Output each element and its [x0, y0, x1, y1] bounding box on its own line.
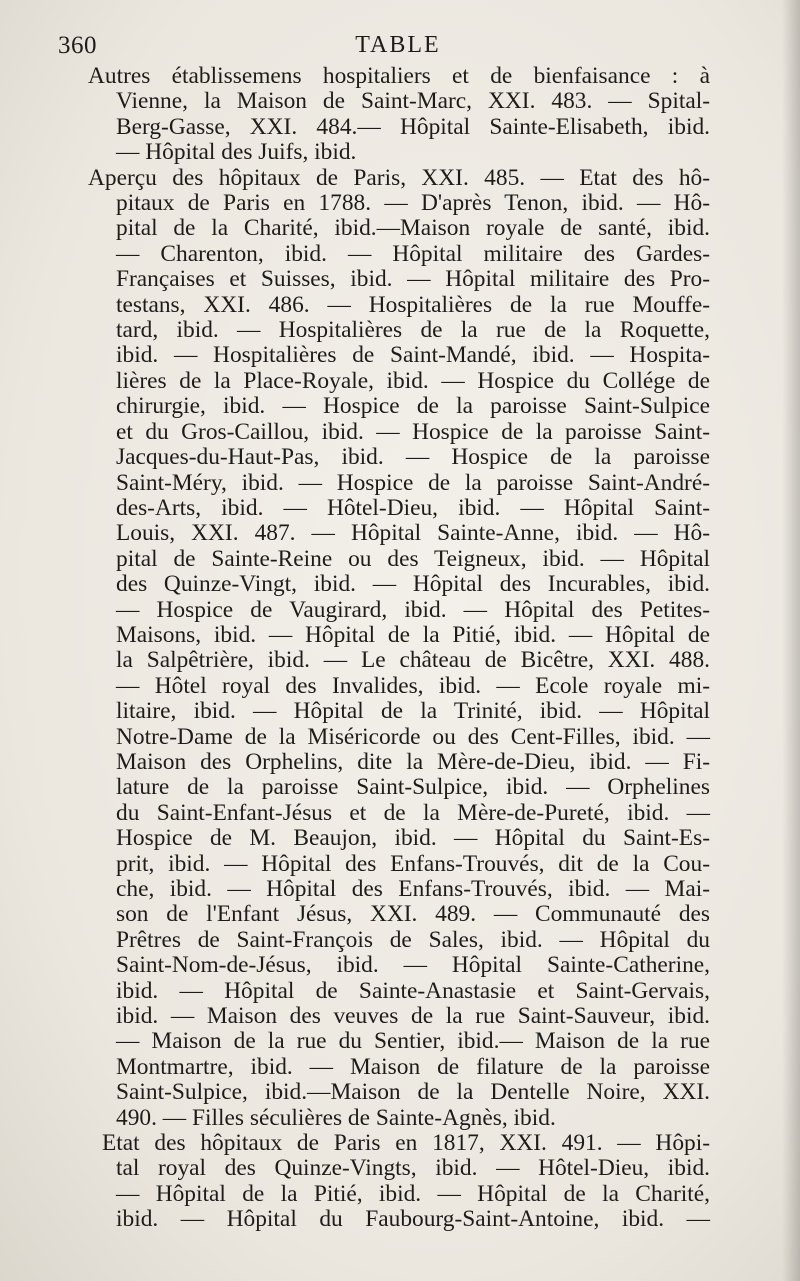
index-text: [88, 64, 710, 1233]
text-line: che, ibid. — Hôpital des Enfans-Trouvés, ibid. — Mai-: [116, 876, 710, 902]
text-line: — Charenton, ibid. — Hôpital militaire des Gardes-: [116, 240, 710, 267]
index-entry-vienne: [88, 64, 710, 166]
text-line: Maisons, ibid. — Hôpital de la Pitié, ibid. — Hôpital de: [116, 621, 710, 648]
text-line: — Maison de la rue du Sentier, ibid.— Maison de la rue: [116, 1028, 710, 1055]
index-entry-etat-1817: [88, 1131, 710, 1233]
page-header: [58, 32, 738, 62]
text-line: des Quinze-Vingt, ibid. — Hôpital des Incurables, ibid.: [116, 571, 710, 598]
text-line: Louis, XXI. 487. — Hôpital Sainte-Anne, ibid. — Hô-: [116, 520, 710, 547]
text-line: lature de la paroisse Saint-Sulpice, ibid. — Orphelines: [116, 774, 710, 801]
text-line: 490. — Filles séculières de Sainte-Agnès, ibid.: [116, 1104, 556, 1131]
text-line: Prêtres de Saint-François de Sales, ibid. — Hôpital du: [116, 926, 710, 953]
text-line: Montmartre, ibid. — Maison de filature de la paroisse: [116, 1053, 710, 1080]
text-line: tal royal des Quinze-Vingts, ibid. — Hôtel-Dieu, ibid.: [116, 1155, 710, 1182]
text-line: Vienne, la Maison de Saint-Marc, XXI. 483. — Spital-: [116, 88, 710, 115]
text-line: Saint-Méry, ibid. — Hospice de la paroisse Saint-André-: [116, 469, 710, 496]
text-line: — Hôpital des Juifs, ibid.: [116, 139, 357, 166]
text-line: — Hospice de Vaugirard, ibid. — Hôpital des Petites-: [116, 596, 710, 623]
text-line: des-Arts, ibid. — Hôtel-Dieu, ibid. — Hôpital Saint-: [116, 494, 710, 521]
text-line: Berg-Gasse, XXI. 484.— Hôpital Sainte-Elisabeth, ibid.: [116, 113, 710, 140]
text-line: Françaises et Suisses, ibid. — Hôpital militaire des Pro-: [116, 266, 710, 293]
running-title: TABLE: [355, 32, 441, 58]
text-line: ibid. — Hôpital du Faubourg-Saint-Antoine, ibid. —: [116, 1206, 710, 1233]
text-line: — Hôtel royal des Invalides, ibid. — Ecole royale mi-: [116, 672, 710, 699]
text-line: son de l'Enfant Jésus, XXI. 489. — Communauté des: [116, 901, 710, 928]
text-line: Aperçu des hôpitaux de Paris, XXI. 485. — Etat des hô-: [88, 164, 710, 191]
text-line: pital de la Charité, ibid.—Maison royale de santé, ibid.: [116, 215, 710, 242]
text-line: litaire, ibid. — Hôpital de la Trinité, ibid. — Hôpital: [116, 698, 710, 725]
text-line: du Saint-Enfant-Jésus et de la Mère-de-Pureté, ibid. —: [116, 799, 710, 826]
text-line: Notre-Dame de la Miséricorde ou des Cent-Filles, ibid. —: [116, 723, 710, 750]
text-line: Autres établissemens hospitaliers et de bienfaisance : à: [88, 63, 710, 89]
text-line: ibid. — Hôpital de Sainte-Anastasie et Saint-Gervais,: [116, 977, 710, 1004]
text-line: chirurgie, ibid. — Hospice de la paroisse Saint-Sulpice: [116, 393, 710, 420]
text-line: pital de Sainte-Reine ou des Teigneux, ibid. — Hôpital: [116, 545, 710, 572]
text-line: la Salpêtrière, ibid. — Le château de Bicêtre, XXI. 488.: [116, 647, 710, 674]
page-number: 360: [58, 32, 97, 59]
text-line: Etat des hôpitaux de Paris en 1817, XXI. 491. — Hôpi-: [102, 1130, 710, 1157]
text-line: ibid. — Maison des veuves de la rue Saint-Sauveur, ibid.: [116, 1003, 710, 1030]
text-line: et du Gros-Caillou, ibid. — Hospice de la paroisse Saint-: [116, 418, 710, 445]
text-line: Saint-Sulpice, ibid.—Maison de la Dentelle Noire, XXI.: [116, 1079, 710, 1106]
index-entry-paris: [88, 166, 710, 1131]
text-line: Hospice de M. Beaujon, ibid. — Hôpital du Saint-Es-: [116, 825, 710, 852]
text-line: Maison des Orphelins, dite la Mère-de-Dieu, ibid. — Fi-: [116, 748, 710, 775]
text-line: Jacques-du-Haut-Pas, ibid. — Hospice de la paroisse: [116, 444, 710, 471]
text-line: pitaux de Paris en 1788. — D'après Tenon, ibid. — Hô-: [116, 190, 710, 217]
page-gutter-shadow: [782, 0, 800, 1281]
text-line: prit, ibid. — Hôpital des Enfans-Trouvés, dit de la Cou-: [116, 850, 710, 877]
text-line: testans, XXI. 486. — Hospitalières de la rue Mouffe-: [116, 291, 710, 318]
text-line: ibid. — Hospitalières de Saint-Mandé, ibid. — Hospita-: [116, 342, 710, 369]
text-line: Saint-Nom-de-Jésus, ibid. — Hôpital Sainte-Catherine,: [116, 952, 710, 979]
text-line: lières de la Place-Royale, ibid. — Hospice du Collége de: [116, 367, 710, 394]
text-line: — Hôpital de la Pitié, ibid. — Hôpital de la Charité,: [116, 1180, 710, 1207]
text-line: tard, ibid. — Hospitalières de la rue de la Roquette,: [116, 317, 710, 344]
